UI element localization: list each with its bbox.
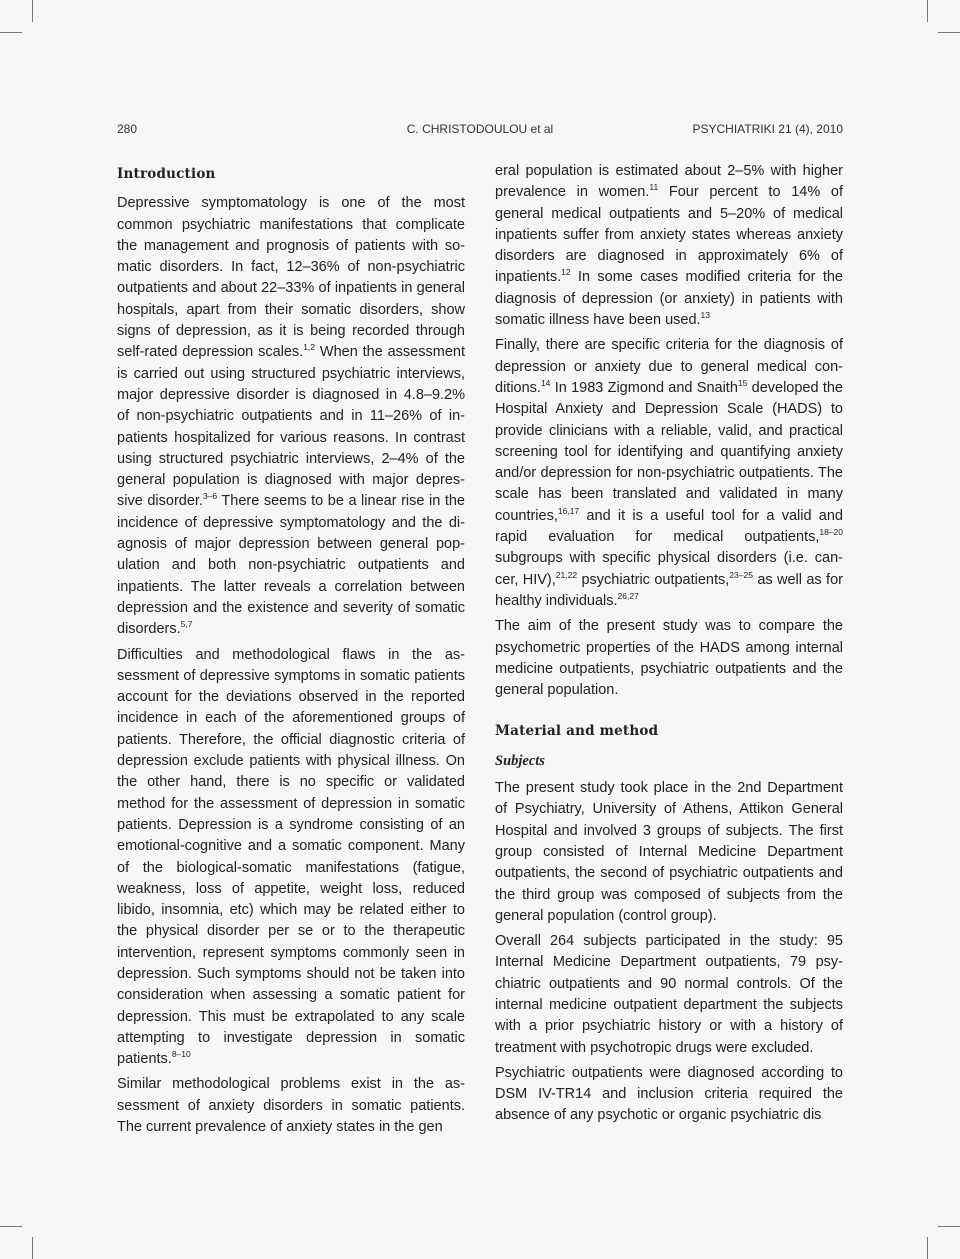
paragraph-text: Four percent to 14% of general medical outpatients and 5–20% of medical inpatients suffer from anxiety states whereas anxiety disorders are diagnosed in approximately 6% of inpatients. xyxy=(495,184,843,286)
paragraph-text: The aim of the present study was to compare the psychometric properties of the HADS among internal medicine outpatients, psychiatric outpatients and the general population. xyxy=(495,618,843,699)
running-header xyxy=(117,122,843,138)
citation-superscript: 26,27 xyxy=(617,590,639,601)
citation-superscript: 15 xyxy=(737,377,748,388)
citation-superscript: 21,22 xyxy=(555,569,578,580)
crop-mark-top-right-v xyxy=(927,0,928,22)
citation-superscript: 3–6 xyxy=(202,491,218,502)
paragraph-text: psychiatric outpatients, xyxy=(577,571,730,588)
paragraph-text: Finally, there are specific criteria for the diagnosis of depression or anxiety due to general medical conditions. xyxy=(495,337,843,396)
paragraph-text: Depressive symptomatology is one of the most common psychiatric manifestations that complicate the management and prognosis of patients with somatic disorders. In fact, 12–36% of non-psychiatric outpatients and about 22–33% of inpatients in general hospitals, apart from their somatic disorders, show signs of depression, as it is being recorded through self-rated depression scales. xyxy=(117,195,465,361)
crop-mark-bottom-right-h xyxy=(938,1226,960,1227)
citation-superscript: 18–20 xyxy=(819,527,843,538)
citation-superscript: 8–10 xyxy=(171,1049,191,1060)
paragraph-text: In 1983 Zigmond and Snaith xyxy=(550,379,738,396)
crop-mark-bottom-left-h xyxy=(0,1226,22,1227)
citation-superscript: 1,2 xyxy=(303,342,316,353)
left-paragraphs xyxy=(117,193,465,1138)
paragraph-text: eral population is estimated about 2–5% with higher prevalence in women. xyxy=(495,163,843,201)
body-paragraph xyxy=(495,778,843,927)
subsection-heading-subjects: Subjects xyxy=(495,752,545,769)
left-column xyxy=(117,160,465,1142)
body-paragraph xyxy=(495,161,843,331)
citation-superscript: 11 xyxy=(649,182,659,193)
body-paragraph xyxy=(117,645,465,1071)
paragraph-text: developed the Hospital Anxiety and Depression Scale (HADS) to provide clinicians with a reliable, valid, and practical screening tool for identifying and quantifying anxiety and/or depression for non-psychiatric outpatients. The scale has been translated and validated in many countries, xyxy=(495,379,843,524)
paragraph-text: Overall 264 subjects participated in the study: 95 Internal Medicine Department outpatients, 79 psychiatric outpatients and 90 normal controls. Of the internal medicine outpatient department the subjects with a prior psychiatric history or with a history of treatment with psychotropic drugs were excluded. xyxy=(495,933,843,1056)
citation-superscript: 23–25 xyxy=(729,569,753,580)
right-paragraphs-top xyxy=(495,161,843,701)
paragraph-text: as well as for healthy individuals. xyxy=(495,571,843,609)
right-column xyxy=(495,161,843,1131)
header-journal: PSYCHIATRIKI 21 (4), 2010 xyxy=(692,122,843,136)
body-paragraph xyxy=(495,1063,843,1127)
paragraph-text: Psychiatric outpatients were diagnosed according to DSM IV-TR14 and inclusion criteria required the absence of any psychotic or organic psychiatric dis xyxy=(495,1064,843,1124)
section-heading-material-method: Material and method xyxy=(495,723,659,740)
body-paragraph xyxy=(495,616,843,701)
citation-superscript: 16,17 xyxy=(557,505,580,516)
paragraph-text: and it is a useful tool for a valid and rapid evaluation for medical outpatients, xyxy=(495,507,843,546)
header-authors: C. CHRISTODOULOU et al xyxy=(406,122,554,136)
body-paragraph xyxy=(117,193,465,640)
citation-superscript: 13 xyxy=(700,310,711,321)
crop-mark-bottom-left-v xyxy=(32,1237,33,1259)
citation-superscript: 14 xyxy=(540,377,551,388)
body-paragraph xyxy=(117,1074,465,1138)
paragraph-text: In some cases modified criteria for the diagnosis of depression (or anxiety) in patients with somatic illness have been used. xyxy=(495,269,843,329)
crop-mark-top-left-v xyxy=(32,0,33,22)
page-number: 280 xyxy=(117,122,138,136)
crop-mark-top-left-h xyxy=(0,32,22,33)
body-paragraph xyxy=(495,931,843,1059)
crop-mark-bottom-right-v xyxy=(927,1237,928,1259)
paragraph-text: When the assessment is carried out using structured psychiatric interviews, major depressive disorder is diagnosed in 4.8–9.2% of non-psychiatric outpatients and in 11–26% of inpatients hospitalized for various reasons. In contrast using structured psychiatric interviews, 2–4% of the general population is diagnosed with major depressive disorder. xyxy=(117,344,465,510)
section-heading-introduction: Introduction xyxy=(117,166,216,182)
citation-superscript: 12 xyxy=(561,267,571,278)
paragraph-text: The present study took place in the 2nd Department of Psychiatry, University of Athens, Attikon General Hospital and involved 3 groups of subjects. The first group consisted of Internal Medicine Department outpatients, the second of psychiatric outpatients and the third group was composed of subjects from the general population (control group). xyxy=(495,780,843,924)
paragraph-text: subgroups with specific physical disorders (i.e. cancer, HIV), xyxy=(495,550,843,588)
body-paragraph xyxy=(495,335,843,612)
paragraph-text: There seems to be a linear rise in the incidence of depressive symptomatology and the diagnosis of major depression between general population and both non-psychiatric outpatients and inpatients. The latter reveals a correlation between depression and the existence and severity of somatic disorders. xyxy=(117,493,465,638)
right-paragraphs-bottom xyxy=(495,778,843,1127)
paragraph-text: Difficulties and methodological flaws in the assessment of depressive symptoms in somatic patients account for the deviations observed in the reported incidence in each of the aforementioned groups of patients. Therefore, the official diagnostic criteria of depression exclude patients with physical illness. On the other hand, there is no specific or validated method for the assessment of depression in somatic patients. Depression is a syndrome consisting of an emotional-cognitive and a somatic component. Many of the biological-somatic manifestations (fatigue, weakness, loss of appetite, weight loss, reduced libido, insomnia, etc) which may be related either to the physical disorder per se or to the therapeutic intervention, represent symptoms commonly seen in depression. Such symptoms should not be taken into consideration when assessing a somatic patient for depression. This must be extrapolated to any scale attempting to investigate depression in somatic patients. xyxy=(117,646,465,1068)
citation-superscript: 5,7 xyxy=(180,619,193,630)
crop-mark-top-right-h xyxy=(938,32,960,33)
paragraph-text: Similar methodological problems exist in the assessment of anxiety disorders in somatic patients. The current prevalence of anxiety states in the gen xyxy=(117,1076,465,1136)
